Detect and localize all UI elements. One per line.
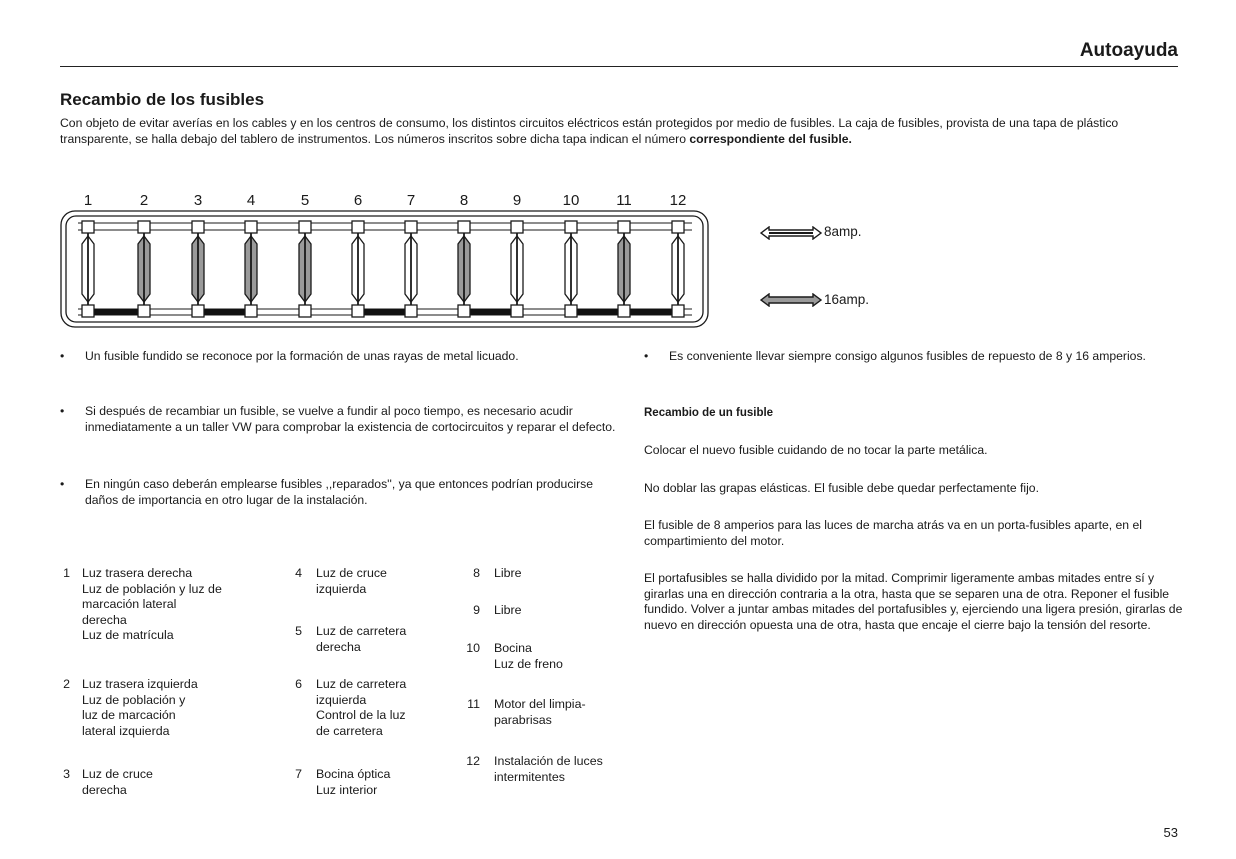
bullet-item	[644, 349, 1189, 365]
circuit-number: 9	[473, 603, 480, 617]
fuse-slot	[245, 221, 257, 317]
intro-paragraph	[60, 115, 1180, 147]
fuse-number: 11	[616, 192, 632, 209]
bullet-text: Es conveniente llevar siempre consigo algunos fusibles de repuesto de 8 y 16 amperios.	[669, 349, 1146, 363]
circuit-description: Luz de carretera derecha	[316, 624, 407, 654]
fuse-slot	[138, 221, 150, 317]
fuse-number: 2	[139, 192, 149, 209]
bus-bar	[577, 309, 618, 315]
section-title: Autoayuda	[1079, 40, 1178, 61]
fuse-number: 10	[562, 192, 580, 209]
bus-bar	[204, 309, 245, 315]
fuse-slot	[618, 221, 630, 317]
bus-bar	[630, 309, 672, 315]
fuse-slot	[299, 221, 311, 317]
circuit-number: 6	[295, 677, 302, 691]
fuse-slot	[458, 221, 470, 317]
fuse-number: 6	[353, 192, 363, 209]
circuit-number: 2	[63, 677, 70, 691]
fuse-number: 9	[512, 192, 522, 209]
intro-bold-tail: correspondiente del fusible.	[689, 132, 852, 146]
fuse-number: 7	[406, 192, 416, 209]
circuit-description: Luz de cruce derecha	[82, 767, 153, 797]
paragraph: Colocar el nuevo fusible cuidando de no tocar la parte metálica.	[644, 443, 988, 457]
bullet-dot-icon: •	[644, 349, 649, 363]
fuse-slot	[352, 221, 364, 317]
fuse-16amp-legend-icon	[760, 293, 822, 307]
fuse-slot	[82, 221, 94, 317]
fuse-number: 4	[246, 192, 256, 209]
bus-bar	[470, 309, 511, 315]
header-rule	[60, 66, 1178, 67]
paragraph: El portafusibles se halla dividido por la mitad. Comprimir ligeramente ambas mitades entre sí y girarlas una en dirección contraria a la otra, hasta que se separen una de otra. Reponer el fusible fundido. Volver a juntar ambas mitades del portafusibles y, ejerciendo una ligera presión, girarlas de nuevo en dirección opuesta una de otra, hasta que encaje el cierre bajo la tensión del resorte.	[644, 571, 1183, 632]
circuit-description: Luz de cruce izquierda	[316, 566, 387, 596]
fuse-8amp-label: 8amp.	[824, 224, 862, 239]
circuit-description: Bocina óptica Luz interior	[316, 767, 391, 797]
fuse-box-diagram	[60, 210, 710, 330]
paragraph: No doblar las grapas elásticas. El fusible debe quedar perfectamente fijo.	[644, 481, 1039, 495]
fuse-slot	[192, 221, 204, 317]
circuit-description: Motor del limpia- parabrisas	[494, 697, 586, 727]
circuit-number: 3	[63, 767, 70, 781]
circuit-description: Luz de carretera izquierda Control de la luz de carretera	[316, 677, 407, 738]
bullet-item	[60, 477, 620, 508]
bullet-dot-icon: •	[60, 349, 65, 363]
fuse-number: 12	[669, 192, 687, 209]
circuit-number: 5	[295, 624, 302, 638]
page-heading: Recambio de los fusibles	[60, 90, 265, 109]
page-number: 53	[1163, 825, 1178, 840]
fuse-number: 8	[459, 192, 469, 209]
bullet-text: En ningún caso deberán emplearse fusibles ,,reparados'', ya que entonces podrían producirse daños de importancia en otro lugar de la instalación.	[85, 477, 594, 507]
bus-bar	[94, 309, 138, 315]
circuit-number: 1	[63, 566, 70, 580]
circuit-number: 10	[466, 641, 480, 655]
paragraph: El fusible de 8 amperios para las luces de marcha atrás va en un porta-fusibles aparte, en el compartimiento del motor.	[644, 518, 1142, 548]
bullet-text: Un fusible fundido se reconoce por la formación de unas rayas de metal licuado.	[85, 349, 519, 363]
fuse-16amp-label: 16amp.	[824, 292, 870, 307]
fuse-slot	[405, 221, 417, 317]
circuit-description: Libre	[494, 603, 522, 617]
circuit-number: 7	[295, 767, 302, 781]
subheading: Recambio de un fusible	[644, 407, 774, 419]
circuit-description: Libre	[494, 566, 522, 580]
fuse-slot	[672, 221, 684, 317]
circuit-number: 11	[467, 697, 480, 711]
bullet-item	[60, 404, 620, 435]
fuse-number: 5	[300, 192, 310, 209]
circuit-number: 8	[473, 566, 480, 580]
fuse-number: 1	[83, 192, 93, 209]
fuse-slot	[565, 221, 577, 317]
intro-text: Con objeto de evitar averías en los cables y en los centros de consumo, los distintos circuitos eléctricos están protegidos por medio de fusibles. La caja de fusibles, provista de una tapa de plástico transparente, se halla debajo del tablero de instrumentos. Los números inscritos sobre dicha tapa indican el número	[60, 116, 1119, 146]
circuit-number: 12	[466, 754, 480, 768]
circuit-description: Luz trasera izquierda Luz de población y luz de marcación lateral izquierda	[82, 677, 198, 738]
bullet-item	[60, 349, 620, 365]
bullet-dot-icon: •	[60, 477, 65, 491]
bullet-text: Si después de recambiar un fusible, se vuelve a fundir al poco tiempo, es necesario acudir inmediatamente a un taller VW para comprobar la existencia de cortocircuitos y reparar el defecto.	[85, 404, 616, 434]
fuse-group	[82, 221, 684, 317]
fuse-slot	[511, 221, 523, 317]
fuse-8amp-legend-icon	[760, 226, 822, 240]
circuit-description: Bocina Luz de freno	[494, 641, 563, 671]
fuse-number: 3	[193, 192, 203, 209]
circuit-number: 4	[295, 566, 302, 580]
circuit-description: Luz trasera derecha Luz de población y luz de marcación lateral derecha Luz de matrícula	[82, 566, 222, 642]
circuit-description: Instalación de luces intermitentes	[494, 754, 603, 784]
bus-bar	[364, 309, 405, 315]
bullet-dot-icon: •	[60, 404, 65, 418]
